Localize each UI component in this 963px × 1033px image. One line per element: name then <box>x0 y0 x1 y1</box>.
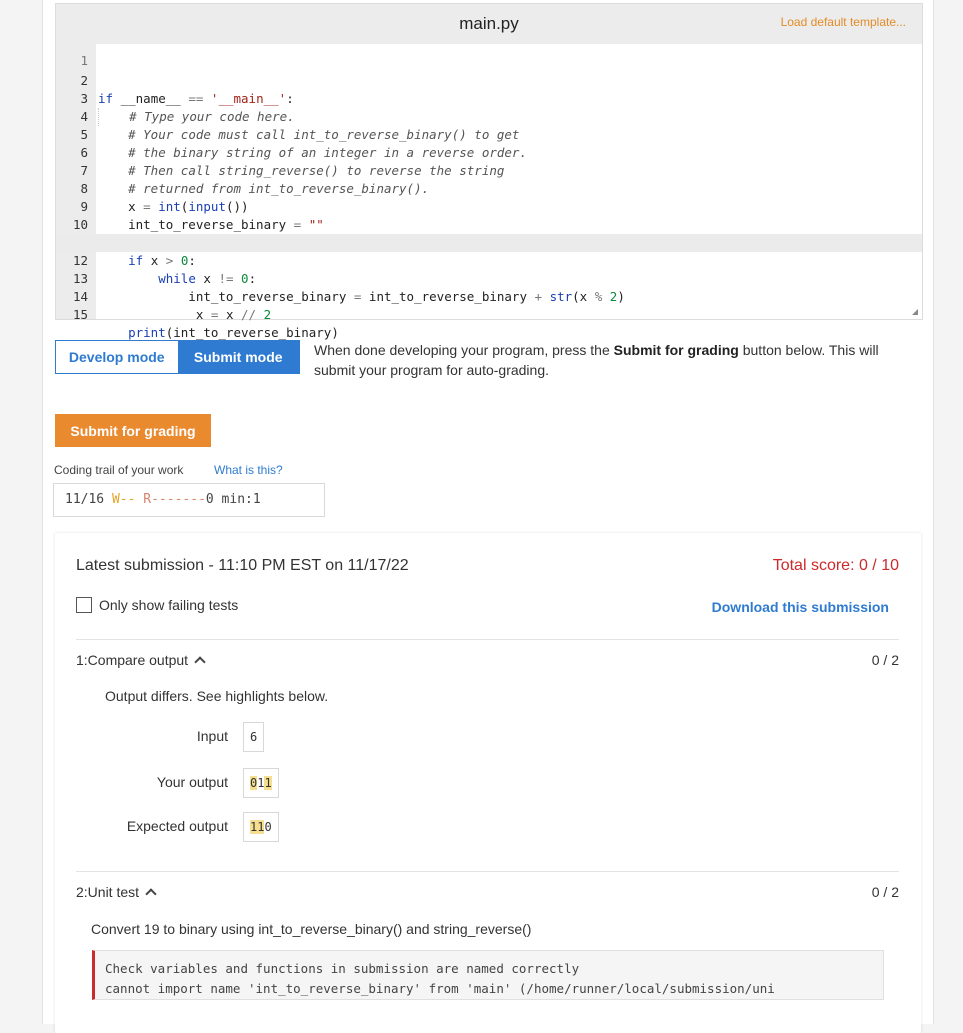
code-line-active: 12 while x != 0: <box>56 234 922 252</box>
trail-w-part: W-- <box>111 492 144 507</box>
line-number: 4 <box>80 109 88 124</box>
unit-test-output-line: cannot import name 'int_to_reverse_binary' from 'main' (/home/runner/local/submission/uni <box>105 981 775 996</box>
line-number: 10 <box>72 217 88 232</box>
test-1-title[interactable] <box>76 652 204 668</box>
input-value: 6 <box>250 730 258 744</box>
mode-toggle <box>55 340 300 374</box>
your-output-label: Your output <box>156 774 228 790</box>
only-failing-checkbox[interactable] <box>76 597 92 613</box>
test-1-title-text: 1:Compare output <box>76 652 189 668</box>
load-default-template-link[interactable]: Load default template... <box>780 15 906 29</box>
diff-highlight: 0 <box>250 776 258 790</box>
unit-test-output-line: Check variables and functions in submission are named correctly <box>105 961 580 976</box>
help-text-bold: Submit for grading <box>613 342 739 358</box>
code-line: 7 # returned from int_to_reverse_binary(). <box>56 144 922 162</box>
code-line: 9 int_to_reverse_binary = "" <box>56 180 922 198</box>
latest-submission-title: Latest submission - 11:10 PM EST on 11/17/22 <box>76 557 409 574</box>
input-label: Input <box>196 728 228 744</box>
develop-mode-button[interactable]: Develop mode <box>56 341 178 373</box>
trail-suffix: 0 min:1 <box>205 492 261 507</box>
code-line: 5 # the binary string of an integer in a reverse order. <box>56 108 922 126</box>
line-number: 9 <box>80 199 88 214</box>
code-line: 8 x = int(input()) <box>56 162 922 180</box>
trail-prefix: 11/16 <box>65 492 112 507</box>
download-submission-link[interactable]: Download this submission <box>711 599 889 615</box>
code-line: 4 # Your code must call int_to_reverse_binary() to get <box>56 90 922 108</box>
code-editor[interactable] <box>55 3 923 340</box>
divider <box>76 639 899 640</box>
coding-trail-label: Coding trail of your work <box>54 463 184 477</box>
line-number: 14 <box>72 289 88 304</box>
diff-highlight: 1 <box>264 776 272 790</box>
chevron-up-icon[interactable] <box>194 656 205 667</box>
only-failing-label: Only show failing tests <box>99 597 239 613</box>
test-2-title[interactable] <box>76 884 155 900</box>
code-line <box>56 34 922 68</box>
test-2-title-text: 2:Unit test <box>76 884 140 900</box>
code-line: 2 if __name__ == '__main__': <box>56 54 922 72</box>
editor-filename: main.py <box>459 14 519 33</box>
line-number: 5 <box>80 127 88 142</box>
line-number: 1 <box>80 53 88 68</box>
output-plain: 1 <box>257 776 265 790</box>
line-number: 6 <box>80 145 88 160</box>
line-number: 8 <box>80 181 88 196</box>
code-line: 14 x = x // 2 <box>56 270 922 288</box>
code-line: 3 # Type your code here. <box>56 72 922 90</box>
output-plain: 0 <box>264 820 272 834</box>
line-number: 15 <box>72 307 88 322</box>
code-line: if x > 0: <box>56 216 922 234</box>
line-number: 3 <box>80 91 88 106</box>
mode-help-text <box>314 340 904 380</box>
output-differs-message: Output differs. See highlights below. <box>105 688 329 704</box>
test-1-score: 0 / 2 <box>871 652 899 668</box>
diff-highlight: 1 <box>250 820 258 834</box>
trail-r-part: R------- <box>143 492 206 507</box>
line-number: 13 <box>72 271 88 286</box>
resize-grip-icon[interactable] <box>912 309 918 315</box>
code-area[interactable] <box>56 44 922 340</box>
submit-for-grading-button[interactable]: Submit for grading <box>55 414 211 447</box>
submission-panel <box>55 533 921 1033</box>
your-output-box <box>243 768 279 798</box>
chevron-up-icon[interactable] <box>145 888 156 899</box>
unit-test-output <box>92 950 884 1000</box>
divider <box>76 871 899 872</box>
expected-output-label: Expected output <box>126 818 228 834</box>
line-number: 2 <box>80 73 88 88</box>
what-is-this-link[interactable]: What is this? <box>214 463 283 477</box>
only-failing-toggle[interactable] <box>76 597 238 613</box>
submit-mode-button[interactable]: Submit mode <box>178 341 300 373</box>
code-line: 13 int_to_reverse_binary = int_to_reverse_binary + str(x % 2) <box>56 252 922 270</box>
test-2-score: 0 / 2 <box>871 884 899 900</box>
code-line: 15 print(int_to_reverse_binary) <box>56 288 922 306</box>
unit-test-description: Convert 19 to binary using int_to_reverse_binary() and string_reverse() <box>91 921 532 937</box>
total-score: Total score: 0 / 10 <box>772 557 899 574</box>
expected-output-box <box>243 812 279 842</box>
line-number: 7 <box>80 163 88 178</box>
code-line <box>56 198 922 232</box>
lab-page <box>42 0 934 1024</box>
input-value-box <box>243 722 264 752</box>
code-line: 6 # Then call string_reverse() to reverse the string <box>56 126 922 144</box>
diff-highlight: 1 <box>257 820 265 834</box>
help-text-suffix: button below. This will submit your program for auto-grading. <box>314 342 879 378</box>
help-text-prefix: When done developing your program, press the <box>314 342 614 358</box>
line-number: 12 <box>72 253 88 268</box>
coding-trail-box <box>53 483 325 517</box>
